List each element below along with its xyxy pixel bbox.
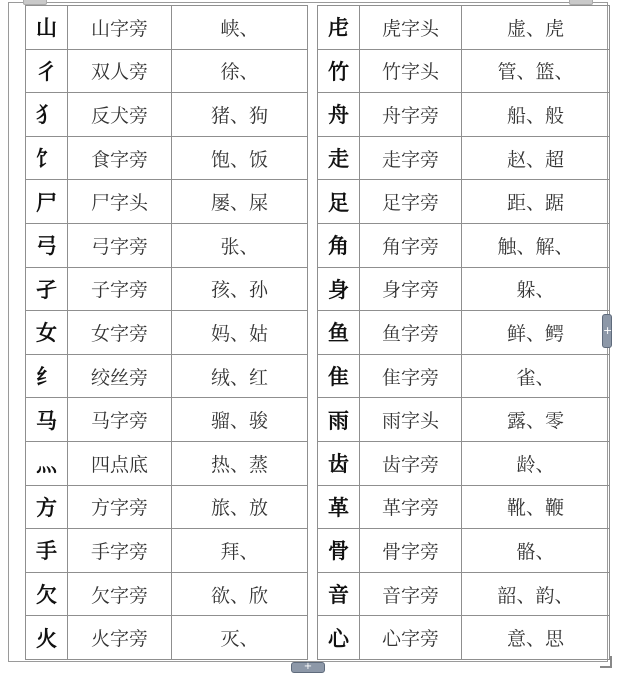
table-row (318, 441, 610, 485)
table-row (318, 136, 610, 180)
table-row (26, 398, 308, 442)
table-row (26, 93, 308, 137)
radical-cell: 饣 (26, 136, 68, 180)
table-row (318, 223, 610, 267)
table-row (318, 6, 610, 50)
radical-name-cell: 弓字旁 (68, 223, 172, 267)
radical-name-cell: 身字旁 (360, 267, 462, 311)
radical-name-cell: 山字旁 (68, 6, 172, 50)
table-row (26, 267, 308, 311)
table-row (26, 441, 308, 485)
radical-cell: 欠 (26, 572, 68, 616)
example-chars-cell: 韶、韵、 (462, 572, 610, 616)
radical-name-cell: 手字旁 (68, 529, 172, 573)
radical-cell: 马 (26, 398, 68, 442)
resize-grip-icon[interactable] (600, 656, 612, 668)
table-row (26, 6, 308, 50)
example-chars-cell: 孩、孙 (172, 267, 308, 311)
table-row (26, 616, 308, 660)
example-chars-cell: 赵、超 (462, 136, 610, 180)
example-chars-cell: 露、零 (462, 398, 610, 442)
example-chars-cell: 饱、饭 (172, 136, 308, 180)
example-chars-cell: 虚、虎 (462, 6, 610, 50)
radicals-table-left (25, 5, 308, 660)
table-row (318, 572, 610, 616)
example-chars-cell: 徐、 (172, 49, 308, 93)
radical-name-cell: 女字旁 (68, 311, 172, 355)
radical-name-cell: 舟字旁 (360, 93, 462, 137)
radical-name-cell: 音字旁 (360, 572, 462, 616)
radical-name-cell: 心字旁 (360, 616, 462, 660)
radical-cell: 彳 (26, 49, 68, 93)
radical-cell: 犭 (26, 93, 68, 137)
table-row (318, 354, 610, 398)
radical-name-cell: 方字旁 (68, 485, 172, 529)
example-chars-cell: 绒、红 (172, 354, 308, 398)
radical-name-cell: 虎字头 (360, 6, 462, 50)
example-chars-cell: 骝、骏 (172, 398, 308, 442)
table-row (318, 485, 610, 529)
example-chars-cell: 旅、放 (172, 485, 308, 529)
radical-name-cell: 食字旁 (68, 136, 172, 180)
radical-name-cell: 齿字旁 (360, 441, 462, 485)
table-row (26, 572, 308, 616)
example-chars-cell: 欲、欣 (172, 572, 308, 616)
example-chars-cell: 管、篮、 (462, 49, 610, 93)
table-row (318, 180, 610, 224)
resize-handle-icon[interactable]: + (602, 314, 612, 348)
table-row (26, 529, 308, 573)
example-chars-cell: 妈、姑 (172, 311, 308, 355)
radical-name-cell: 雨字头 (360, 398, 462, 442)
radical-name-cell: 绞丝旁 (68, 354, 172, 398)
cut-off-next-line (232, 661, 292, 673)
table-row (26, 311, 308, 355)
radical-name-cell: 鱼字旁 (360, 311, 462, 355)
radical-name-cell: 骨字旁 (360, 529, 462, 573)
radical-name-cell: 革字旁 (360, 485, 462, 529)
example-chars-cell: 雀、 (462, 354, 610, 398)
table-row (318, 93, 610, 137)
example-chars-cell: 船、般 (462, 93, 610, 137)
radical-name-cell: 尸字头 (68, 180, 172, 224)
table-row (26, 485, 308, 529)
example-chars-cell: 灭、 (172, 616, 308, 660)
table-row (318, 311, 610, 355)
table-row (26, 180, 308, 224)
radical-cell: 女 (26, 311, 68, 355)
radical-cell: 纟 (26, 354, 68, 398)
table-row (318, 49, 610, 93)
radical-cell: 足 (318, 180, 360, 224)
example-chars-cell: 意、思 (462, 616, 610, 660)
example-chars-cell: 躲、 (462, 267, 610, 311)
table-row (318, 267, 610, 311)
radical-name-cell: 足字旁 (360, 180, 462, 224)
radical-name-cell: 马字旁 (68, 398, 172, 442)
radical-cell: 山 (26, 6, 68, 50)
radical-name-cell: 竹字头 (360, 49, 462, 93)
radical-cell: 火 (26, 616, 68, 660)
radical-cell: 尸 (26, 180, 68, 224)
table-row (26, 136, 308, 180)
example-chars-cell: 屡、屎 (172, 180, 308, 224)
radical-cell: 身 (318, 267, 360, 311)
radical-cell: 弓 (26, 223, 68, 267)
table-row (26, 223, 308, 267)
radical-cell: 雨 (318, 398, 360, 442)
radical-name-cell: 反犬旁 (68, 93, 172, 137)
radical-cell: 音 (318, 572, 360, 616)
resize-handle-icon[interactable]: + (291, 662, 325, 673)
radical-name-cell: 火字旁 (68, 616, 172, 660)
example-chars-cell: 靴、鞭 (462, 485, 610, 529)
radical-cell: 虍 (318, 6, 360, 50)
example-chars-cell: 鲜、鳄 (462, 311, 610, 355)
radical-cell: 心 (318, 616, 360, 660)
radical-name-cell: 走字旁 (360, 136, 462, 180)
table-row (318, 398, 610, 442)
example-chars-cell: 拜、 (172, 529, 308, 573)
radical-cell: 角 (318, 223, 360, 267)
radical-name-cell: 角字旁 (360, 223, 462, 267)
radical-name-cell: 双人旁 (68, 49, 172, 93)
table-row (318, 616, 610, 660)
example-chars-cell: 距、踞 (462, 180, 610, 224)
table-row (318, 529, 610, 573)
radical-cell: 竹 (318, 49, 360, 93)
radical-cell: 孑 (26, 267, 68, 311)
radical-name-cell: 隹字旁 (360, 354, 462, 398)
radical-cell: 鱼 (318, 311, 360, 355)
table-row (26, 49, 308, 93)
example-chars-cell: 骼、 (462, 529, 610, 573)
example-chars-cell: 张、 (172, 223, 308, 267)
radical-name-cell: 子字旁 (68, 267, 172, 311)
radical-cell: 方 (26, 485, 68, 529)
document-frame (8, 2, 608, 662)
example-chars-cell: 猪、狗 (172, 93, 308, 137)
example-chars-cell: 峡、 (172, 6, 308, 50)
example-chars-cell: 热、蒸 (172, 441, 308, 485)
radical-cell: 手 (26, 529, 68, 573)
example-chars-cell: 龄、 (462, 441, 610, 485)
example-chars-cell: 触、解、 (462, 223, 610, 267)
radical-cell: 革 (318, 485, 360, 529)
radicals-table-right (317, 5, 610, 660)
radical-cell: 齿 (318, 441, 360, 485)
radical-cell: 舟 (318, 93, 360, 137)
radical-name-cell: 欠字旁 (68, 572, 172, 616)
table-row (26, 354, 308, 398)
radical-cell: 走 (318, 136, 360, 180)
radical-cell: 灬 (26, 441, 68, 485)
radical-cell: 隹 (318, 354, 360, 398)
radical-name-cell: 四点底 (68, 441, 172, 485)
radical-cell: 骨 (318, 529, 360, 573)
